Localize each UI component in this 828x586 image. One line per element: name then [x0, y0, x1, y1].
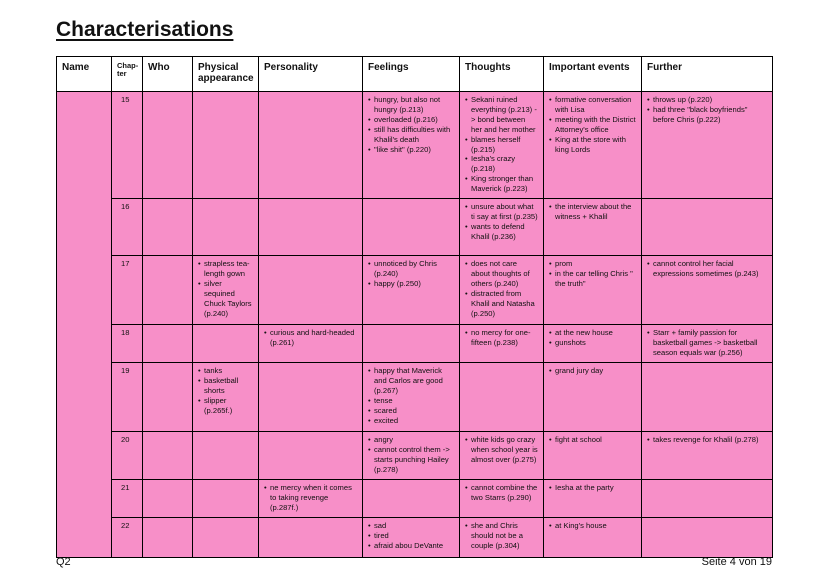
table-row [57, 518, 773, 558]
further-cell [642, 325, 773, 363]
list-item: • tense [368, 396, 454, 406]
list-item: • meeting with the District Attorney's office [549, 115, 636, 135]
events-list [549, 435, 636, 445]
personality-list [264, 483, 357, 513]
chapter-cell: 16 [112, 199, 143, 256]
feelings-cell [363, 363, 460, 432]
events-list [549, 366, 636, 376]
further-cell [642, 480, 773, 518]
list-item: • formative conversation with Lisa [549, 95, 636, 115]
physical-cell [193, 518, 259, 558]
chapter-cell: 18 [112, 325, 143, 363]
events-list [549, 202, 636, 222]
list-item: • distracted from Khalil and Natasha (p.250) [465, 289, 538, 319]
events-cell [544, 518, 642, 558]
thoughts-cell [460, 92, 544, 199]
further-list [647, 328, 767, 358]
events-list [549, 95, 636, 154]
events-cell [544, 363, 642, 432]
list-item: • had three "black boyfriends" before Chris (p.222) [647, 105, 767, 125]
list-item: • overloaded (p.216) [368, 115, 454, 125]
header-important-events: Important events [544, 57, 642, 92]
feelings-cell [363, 325, 460, 363]
list-item: • at King's house [549, 521, 636, 531]
list-item: • "like shit" (p.220) [368, 145, 454, 155]
events-list [549, 521, 636, 531]
further-list [647, 435, 767, 445]
footer-course: Q2 [56, 556, 71, 568]
physical-cell [193, 92, 259, 199]
list-item: • slipper (p.265f.) [198, 396, 253, 416]
header-who: Who [143, 57, 193, 92]
list-item: • unnoticed by Chris (p.240) [368, 259, 454, 279]
further-cell [642, 432, 773, 480]
list-item: • takes revenge for Khalil (p.278) [647, 435, 767, 445]
thoughts-cell [460, 325, 544, 363]
events-cell [544, 432, 642, 480]
list-item: • Iesha at the party [549, 483, 636, 493]
list-item: • no mercy for one-fifteen (p.238) [465, 328, 538, 348]
physical-cell [193, 325, 259, 363]
list-item: • tired [368, 531, 454, 541]
list-item: • in the car telling Chris " the truth" [549, 269, 636, 289]
events-list [549, 483, 636, 493]
list-item: • sad [368, 521, 454, 531]
page-title: Characterisations [56, 18, 234, 41]
chapter-cell: 17 [112, 256, 143, 325]
thoughts-cell [460, 480, 544, 518]
events-cell [544, 92, 642, 199]
thoughts-cell [460, 199, 544, 256]
feelings-cell [363, 256, 460, 325]
events-cell [544, 199, 642, 256]
list-item: • silver sequined Chuck Taylors (p.240) [198, 279, 253, 319]
personality-cell [259, 92, 363, 199]
thoughts-list [465, 435, 538, 465]
who-cell [143, 92, 193, 199]
events-cell [544, 480, 642, 518]
personality-cell [259, 325, 363, 363]
who-cell [143, 256, 193, 325]
thoughts-cell [460, 363, 544, 432]
list-item: • Starr + family passion for basketball games -> basketball season equals war (p.256) [647, 328, 767, 358]
events-list [549, 328, 636, 348]
list-item: • cannot control them -> starts punching Hailey (p.278) [368, 445, 454, 475]
list-item: • gunshots [549, 338, 636, 348]
list-item: • wants to defend Khalil (p.236) [465, 222, 538, 242]
events-cell [544, 256, 642, 325]
chapter-cell: 19 [112, 363, 143, 432]
further-cell [642, 199, 773, 256]
list-item: • white kids go crazy when school year is almost over (p.275) [465, 435, 538, 465]
thoughts-list [465, 328, 538, 348]
header-name: Name [57, 57, 112, 92]
thoughts-cell [460, 432, 544, 480]
who-cell [143, 199, 193, 256]
table-row [57, 256, 773, 325]
feelings-list [368, 95, 454, 154]
feelings-list [368, 259, 454, 289]
list-item: • tanks [198, 366, 253, 376]
chapter-cell: 22 [112, 518, 143, 558]
list-item: • King stronger than Maverick (p.223) [465, 174, 538, 194]
personality-cell [259, 256, 363, 325]
list-item: • grand jury day [549, 366, 636, 376]
list-item: • does not care about thoughts of others (p.240) [465, 259, 538, 289]
characterisation-table [56, 56, 773, 558]
header-thoughts: Thoughts [460, 57, 544, 92]
further-cell [642, 256, 773, 325]
header-physical-appearance: Physical appearance [193, 57, 259, 92]
table-row [57, 363, 773, 432]
thoughts-list [465, 521, 538, 551]
table-row [57, 92, 773, 199]
list-item: • happy that Maverick and Carlos are good (p.267) [368, 366, 454, 396]
list-item: • Sekani ruined everything (p.213) -> bond between her and her mother [465, 95, 538, 135]
table-row [57, 432, 773, 480]
table-row [57, 325, 773, 363]
list-item: • she and Chris should not be a couple (p.304) [465, 521, 538, 551]
further-cell [642, 363, 773, 432]
physical-cell [193, 199, 259, 256]
feelings-cell [363, 432, 460, 480]
personality-cell [259, 363, 363, 432]
personality-list [264, 328, 357, 348]
events-list [549, 259, 636, 289]
list-item: • curious and hard-headed (p.261) [264, 328, 357, 348]
feelings-cell [363, 92, 460, 199]
thoughts-list [465, 483, 538, 503]
physical-cell [193, 256, 259, 325]
thoughts-cell [460, 256, 544, 325]
list-item: • hungry, but also not hungry (p.213) [368, 95, 454, 115]
list-item: • throws up (p.220) [647, 95, 767, 105]
header-row [57, 57, 773, 92]
who-cell [143, 325, 193, 363]
feelings-list [368, 435, 454, 475]
personality-cell [259, 199, 363, 256]
list-item: • the interview about the witness + Khalil [549, 202, 636, 222]
list-item: • angry [368, 435, 454, 445]
personality-cell [259, 432, 363, 480]
list-item: • cannot combine the two Starrs (p.290) [465, 483, 538, 503]
personality-cell [259, 480, 363, 518]
feelings-cell [363, 480, 460, 518]
thoughts-cell [460, 518, 544, 558]
list-item: • strapless tea-length gown [198, 259, 253, 279]
further-cell [642, 92, 773, 199]
list-item: • at the new house [549, 328, 636, 338]
chapter-cell: 20 [112, 432, 143, 480]
list-item: • blames herself (p.215) [465, 135, 538, 155]
physical-cell [193, 363, 259, 432]
list-item: • excited [368, 416, 454, 426]
feelings-list [368, 521, 454, 551]
table-row [57, 480, 773, 518]
list-item: • ne mercy when it comes to taking revenge (p.287f.) [264, 483, 357, 513]
further-list [647, 95, 767, 125]
who-cell [143, 432, 193, 480]
table-row [57, 199, 773, 256]
list-item: • unsure about what ti say at first (p.235) [465, 202, 538, 222]
chapter-cell: 15 [112, 92, 143, 199]
further-list [647, 259, 767, 279]
list-item: • afraid abou DeVante [368, 541, 454, 551]
events-cell [544, 325, 642, 363]
list-item: • still has difficulties with Khalil's death [368, 125, 454, 145]
name-cell [57, 92, 112, 558]
list-item: • scared [368, 406, 454, 416]
thoughts-list [465, 259, 538, 318]
feelings-cell [363, 199, 460, 256]
who-cell [143, 518, 193, 558]
who-cell [143, 363, 193, 432]
list-item: • King at the store with king Lords [549, 135, 636, 155]
list-item: • cannot control her facial expressions sometimes (p.243) [647, 259, 767, 279]
feelings-list [368, 366, 454, 425]
physical-cell [193, 432, 259, 480]
physical-list [198, 259, 253, 318]
list-item: • fight at school [549, 435, 636, 445]
physical-cell [193, 480, 259, 518]
thoughts-list [465, 95, 538, 194]
personality-cell [259, 518, 363, 558]
physical-list [198, 366, 253, 416]
header-feelings: Feelings [363, 57, 460, 92]
header-chapter: Chap-ter [112, 57, 143, 92]
chapter-cell: 21 [112, 480, 143, 518]
list-item: • basketball shorts [198, 376, 253, 396]
who-cell [143, 480, 193, 518]
list-item: • Iesha's crazy (p.218) [465, 154, 538, 174]
list-item: • prom [549, 259, 636, 269]
further-cell [642, 518, 773, 558]
thoughts-list [465, 202, 538, 242]
header-personality: Personality [259, 57, 363, 92]
feelings-cell [363, 518, 460, 558]
header-further: Further [642, 57, 773, 92]
footer-page-number: Seite 4 von 19 [701, 556, 772, 568]
list-item: • happy (p.250) [368, 279, 454, 289]
